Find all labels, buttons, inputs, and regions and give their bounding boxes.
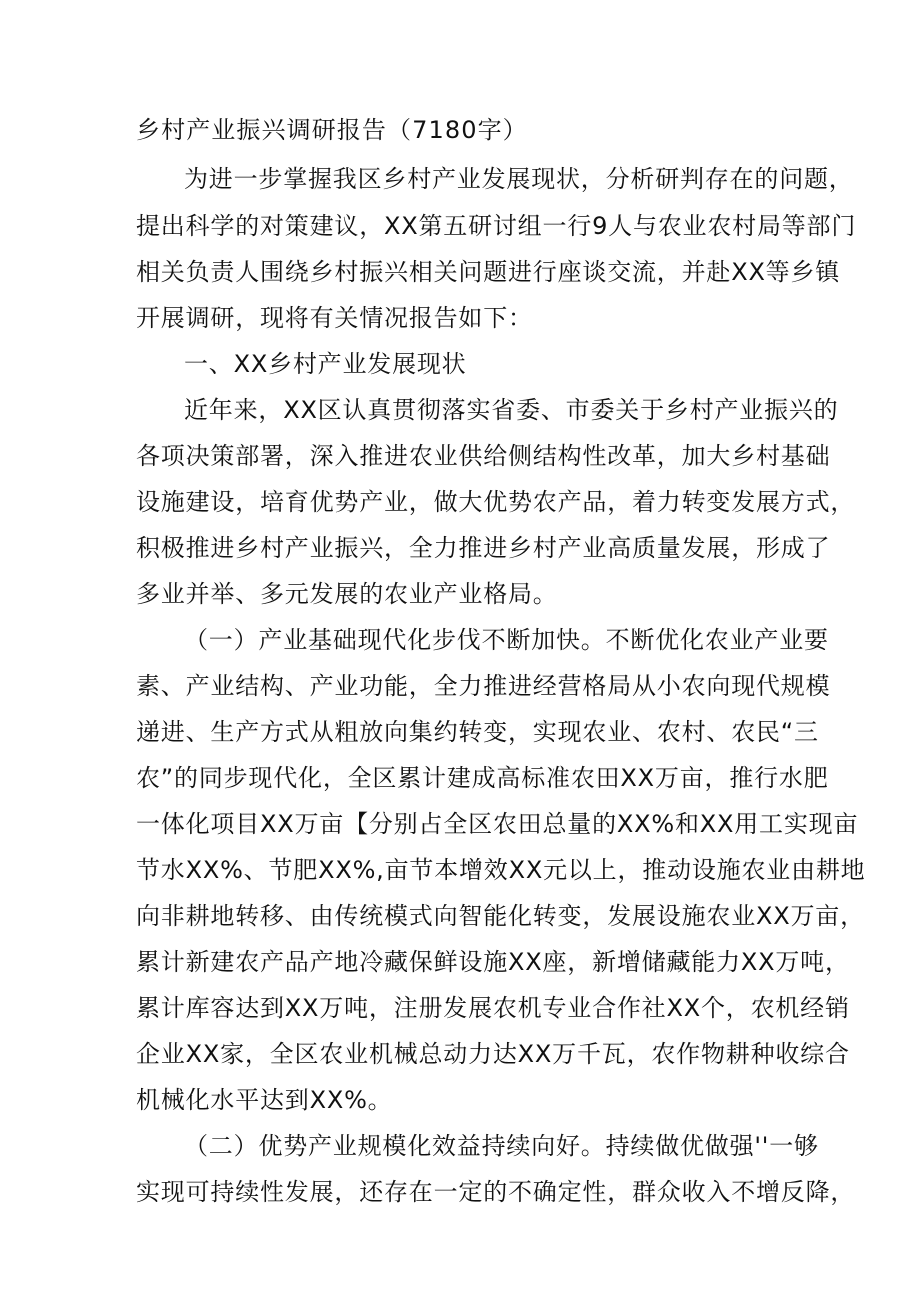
subsection-one-line-10: 企业XX家，全区农业机械总动力达XX万千瓦，农作物耕种收综合	[136, 1040, 850, 1068]
subsection-two-line-2: 实现可持续性发展，还存在一定的不确定性，群众收入不增反降，	[136, 1178, 856, 1206]
document-title: 乡村产业振兴调研报告（7180字）	[136, 116, 528, 144]
intro-line-1: 为进一步掌握我区乡村产业发展现状，分析研判存在的问题，	[184, 165, 854, 193]
intro-line-3: 相关负责人围绕乡村振兴相关问题进行座谈交流，并赴XX等乡镇	[136, 258, 841, 286]
intro-line-4: 开展调研，现将有关情况报告如下：	[136, 304, 533, 332]
section-one-line-5: 多业并举、多元发展的农业产业格局。	[136, 580, 558, 608]
section-one-line-1: 近年来，XX区认真贯彻落实省委、市委关于乡村产业振兴的	[184, 396, 839, 424]
section-one-line-4: 积极推进乡村产业振兴，全力推进乡村产业高质量发展，形成了	[136, 534, 831, 562]
subsection-one-line-5: 一体化项目XX万亩【分别占全区农田总量的XX%和XX用工实现亩	[136, 810, 859, 838]
subsection-one-line-7: 向非耕地转移、由传统模式向智能化转变，发展设施农业XX万亩，	[136, 902, 865, 930]
subsection-one-line-8: 累计新建农产品产地冷藏保鲜设施XX座，新增储藏能力XX万吨，	[136, 948, 850, 976]
subsection-one-line-6: 节水XX%、节肥XX%,亩节本增效XX元以上，推动设施农业由耕地	[136, 856, 866, 884]
intro-line-2: 提出科学的对策建议，XX第五研讨组一行9人与农业农村局等部门	[136, 212, 857, 240]
section-one-line-3: 设施建设，培育优势产业，做大优势农产品，着力转变发展方式，	[136, 488, 856, 516]
section-one-heading: 一、XX乡村产业发展现状	[184, 350, 467, 378]
subsection-two-line-1: （二）优势产业规模化效益持续向好。持续做优做强''一够	[184, 1132, 819, 1160]
subsection-one-line-3: 递进、生产方式从粗放向集约转变，实现农业、农村、农民“三	[136, 718, 819, 746]
subsection-one-line-9: 累计库容达到XX万吨，注册发展农机专业合作社XX个，农机经销	[136, 994, 850, 1022]
subsection-one-line-1: （一）产业基础现代化步伐不断加快。不断优化农业产业要	[184, 626, 829, 654]
subsection-one-line-11: 机械化水平达到XX%。	[136, 1086, 393, 1114]
subsection-one-line-4: 农”的同步现代化，全区累计建成高标准农田XX万亩，推行水肥	[136, 764, 829, 792]
subsection-one-line-2: 素、产业结构、产业功能，全力推进经营格局从小农向现代规模	[136, 672, 831, 700]
section-one-line-2: 各项决策部署，深入推进农业供给侧结构性改革，加大乡村基础	[136, 442, 831, 470]
